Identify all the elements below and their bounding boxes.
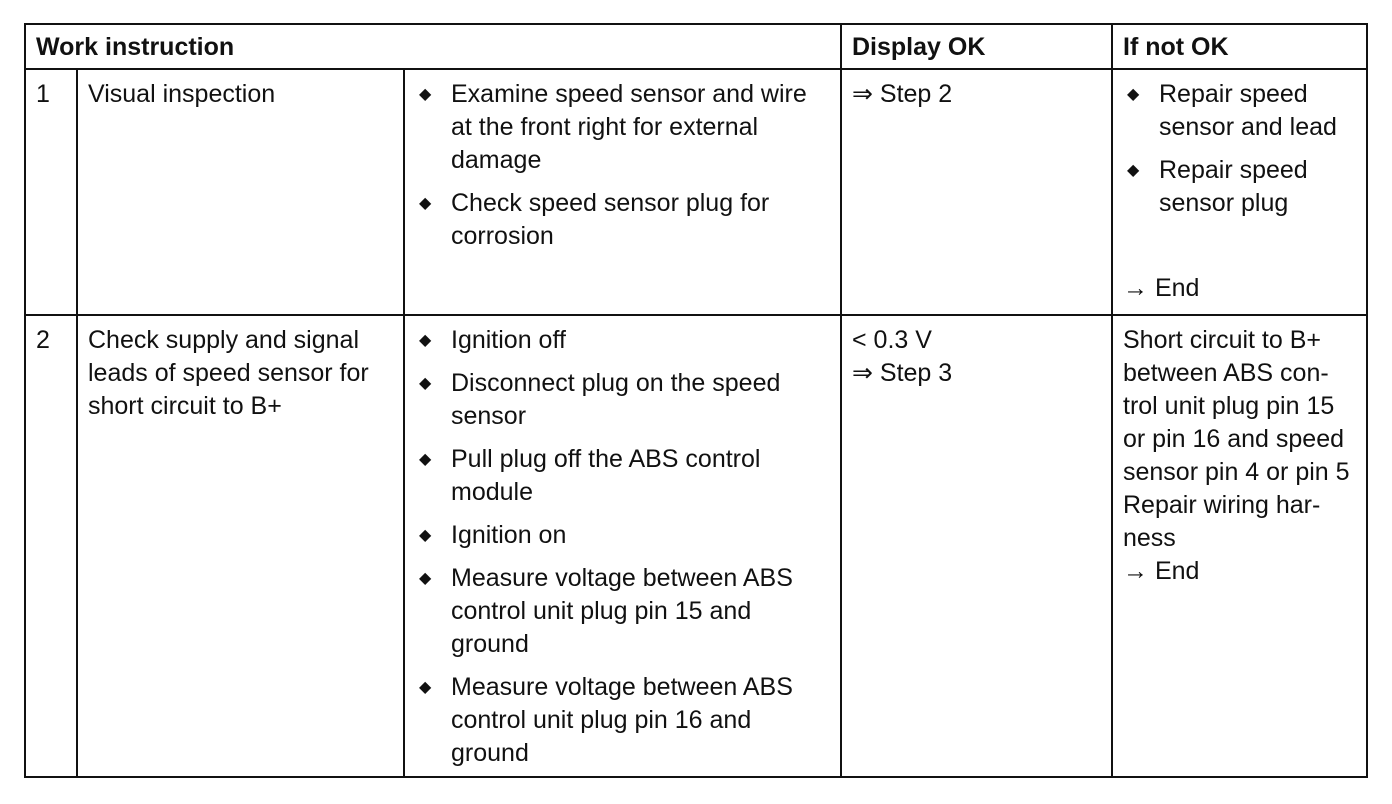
fault-description: Short circuit to B+ between ABS con-trol unit plug pin 15 or pin 16 and speed sensor pin 4 or pin 5 bbox=[1123, 326, 1350, 486]
step-actions bbox=[404, 315, 841, 777]
table-header-row bbox=[25, 24, 1367, 69]
header-work-instruction: Work instruction bbox=[25, 24, 841, 69]
list-item: ◆ Repair speed sensor plug bbox=[1127, 156, 1308, 217]
list-item: ◆ Examine speed sensor and wire at the front right for external damage bbox=[419, 80, 807, 174]
list-item: ◆ Repair speed sensor and lead bbox=[1127, 80, 1337, 141]
step-actions bbox=[404, 69, 841, 315]
diamond-bullet-icon: ◆ bbox=[419, 195, 432, 212]
list-item: ◆ Measure voltage between ABS control unit plug pin 16 and ground bbox=[419, 673, 793, 767]
display-ok-cell bbox=[841, 315, 1112, 777]
table-row bbox=[25, 315, 1367, 777]
if-not-ok-cell bbox=[1112, 69, 1367, 315]
list-item: ◆ Check speed sensor plug for corrosion bbox=[419, 189, 770, 250]
diamond-bullet-icon: ◆ bbox=[419, 570, 432, 587]
header-if-not-ok: If not OK bbox=[1112, 24, 1367, 69]
list-item: ◆ Ignition off bbox=[415, 324, 830, 357]
display-ok-cell: ⇒ Step 2 bbox=[841, 69, 1112, 315]
list-item: ◆ Pull plug off the ABS control module bbox=[419, 445, 761, 506]
diamond-bullet-icon: ◆ bbox=[419, 679, 432, 696]
diamond-bullet-icon: ◆ bbox=[419, 527, 432, 544]
header-display-ok: Display OK bbox=[841, 24, 1112, 69]
list-item: ◆ Measure voltage between ABS control unit plug pin 15 and ground bbox=[419, 564, 793, 658]
diamond-bullet-icon: ◆ bbox=[419, 451, 432, 468]
list-item: ◆ Disconnect plug on the speed sensor bbox=[419, 369, 781, 430]
table-row bbox=[25, 69, 1367, 315]
step-title: Visual inspection bbox=[77, 69, 404, 315]
diamond-bullet-icon: ◆ bbox=[419, 86, 432, 103]
end-marker: → End bbox=[1123, 557, 1200, 585]
diamond-bullet-icon: ◆ bbox=[1127, 86, 1140, 103]
voltage-threshold: < 0.3 V bbox=[852, 326, 932, 354]
step-number: 2 bbox=[25, 315, 77, 777]
diamond-bullet-icon: ◆ bbox=[1127, 162, 1140, 179]
diamond-bullet-icon: ◆ bbox=[419, 375, 432, 392]
step-number: 1 bbox=[25, 69, 77, 315]
if-not-ok-cell bbox=[1112, 315, 1367, 777]
repair-instruction: Repair wiring har-ness bbox=[1123, 491, 1321, 552]
next-step: ⇒ Step 3 bbox=[852, 359, 953, 387]
diamond-bullet-icon: ◆ bbox=[419, 332, 432, 349]
step-title: Check supply and signal leads of speed sensor for short circuit to B+ bbox=[77, 315, 404, 777]
list-item: ◆ Ignition on bbox=[415, 519, 830, 552]
end-marker: → End bbox=[1123, 274, 1200, 302]
work-instruction-table bbox=[24, 23, 1368, 778]
